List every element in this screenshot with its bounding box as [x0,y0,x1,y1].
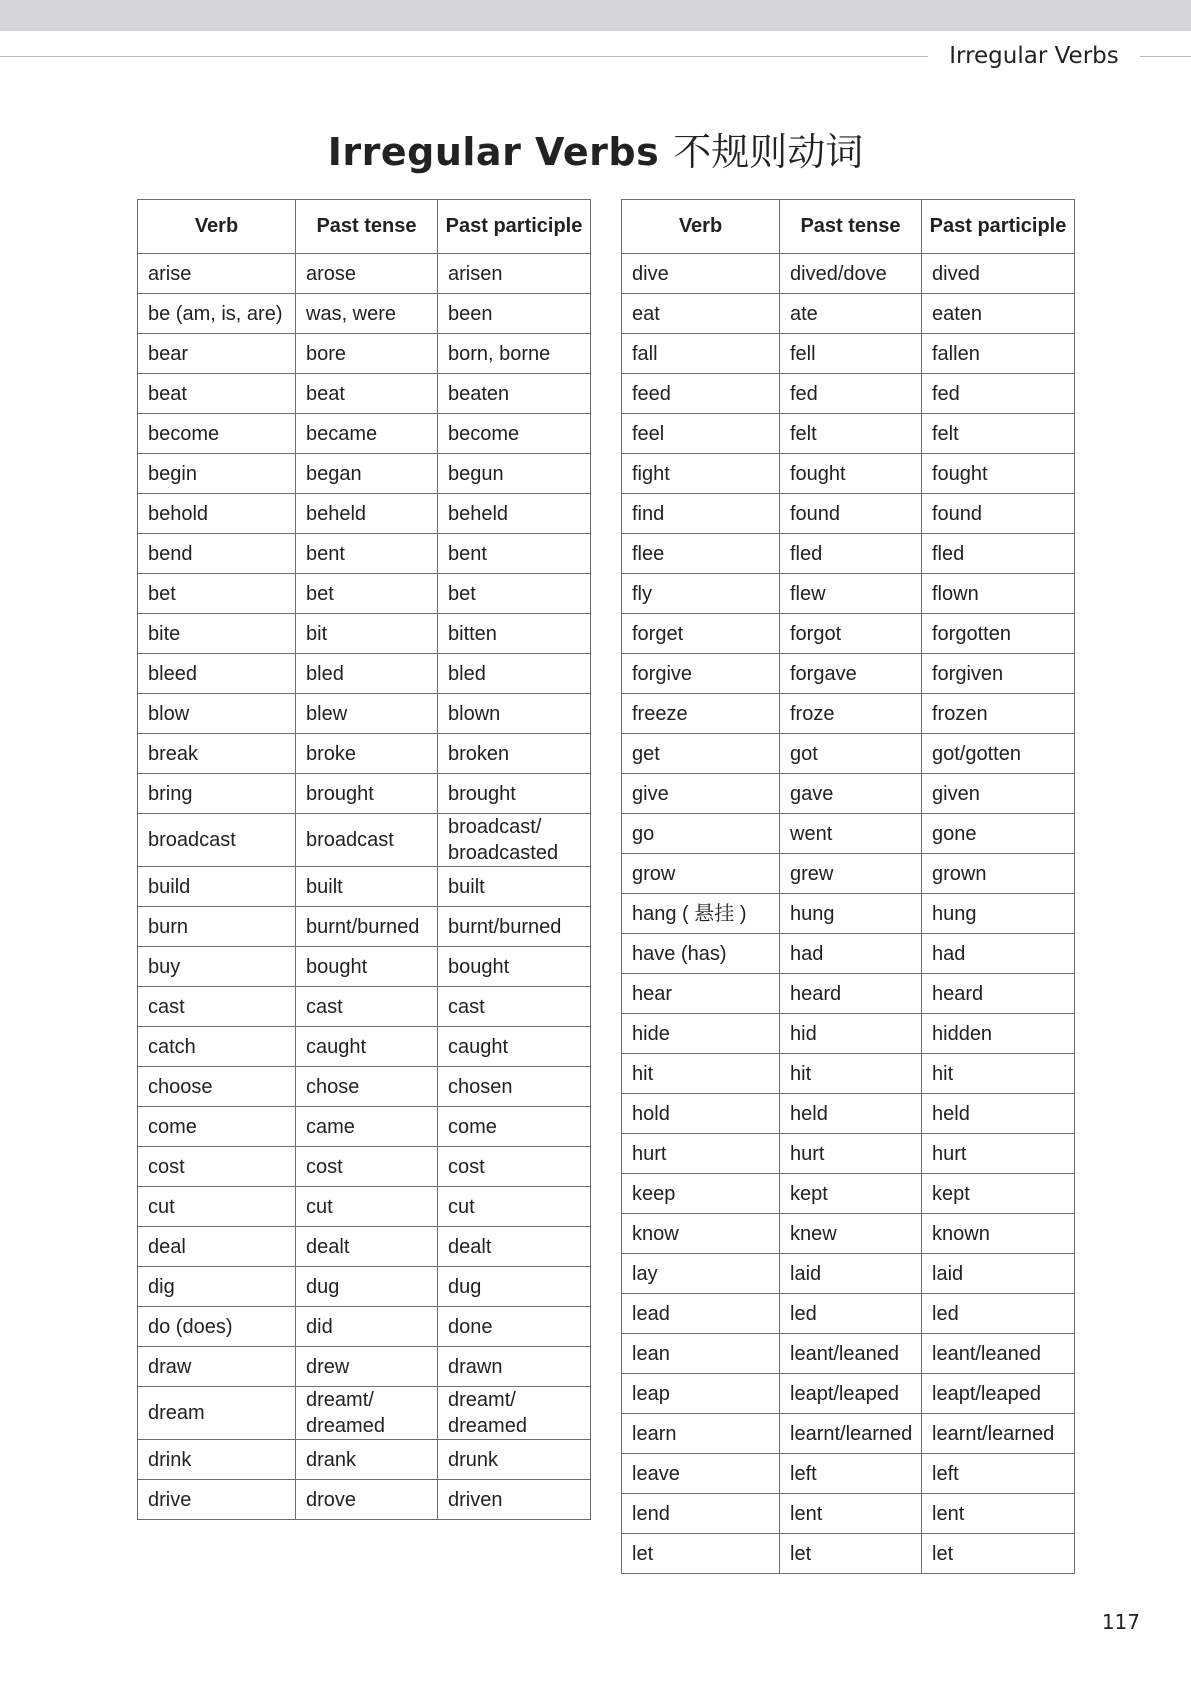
past-tense-cell: fought [780,454,922,494]
past-tense-cell: forgot [780,614,922,654]
past-participle-cell: fled [922,534,1075,574]
past-tense-cell: beat [296,374,438,414]
table-row [138,614,591,654]
verb-table-right [621,199,1075,1574]
verb-cell: become [138,414,296,454]
verb-cell: leave [622,1454,780,1494]
table-row [622,254,1075,294]
past-tense-cell: ate [780,294,922,334]
verb-cell: feed [622,374,780,414]
past-participle-cell: grown [922,854,1075,894]
past-participle-cell: chosen [438,1067,591,1107]
table-row [622,1214,1075,1254]
past-tense-cell: dug [296,1267,438,1307]
past-participle-cell: fed [922,374,1075,414]
top-band [0,0,1191,31]
past-tense-cell: beheld [296,494,438,534]
verb-cell: bear [138,334,296,374]
table-row [622,934,1075,974]
table-row [138,1027,591,1067]
verb-cell: bend [138,534,296,574]
past-tense-cell: came [296,1107,438,1147]
past-participle-cell: arisen [438,254,591,294]
table-header-row [138,200,591,254]
past-participle-cell: fallen [922,334,1075,374]
verb-cell: broadcast [138,814,296,867]
verb-cell: hide [622,1014,780,1054]
past-participle-cell: drawn [438,1347,591,1387]
verb-cell: break [138,734,296,774]
verb-cell: bite [138,614,296,654]
past-tense-cell: was, were [296,294,438,334]
verb-cell: fly [622,574,780,614]
past-tense-cell: held [780,1094,922,1134]
past-tense-cell: chose [296,1067,438,1107]
table-row [622,774,1075,814]
table-row [138,1347,591,1387]
verb-cell: behold [138,494,296,534]
header-rule [1140,56,1191,57]
verb-cell: choose [138,1067,296,1107]
past-participle-cell: come [438,1107,591,1147]
past-participle-cell: broken [438,734,591,774]
table-row [622,694,1075,734]
past-tense-cell: became [296,414,438,454]
past-participle-cell: hung [922,894,1075,934]
past-tense-cell: cost [296,1147,438,1187]
past-tense-cell: caught [296,1027,438,1067]
past-participle-cell: had [922,934,1075,974]
verb-cell: hold [622,1094,780,1134]
past-tense-cell: blew [296,694,438,734]
past-tense-cell: leapt/leaped [780,1374,922,1414]
table-row [622,734,1075,774]
past-tense-cell: hurt [780,1134,922,1174]
table-row [138,1227,591,1267]
past-participle-cell: beaten [438,374,591,414]
verb-cell: catch [138,1027,296,1067]
table-row [138,374,591,414]
table-row [138,1387,591,1440]
verb-cell: forget [622,614,780,654]
table-row [622,894,1075,934]
verb-cell: freeze [622,694,780,734]
column-header-verb: Verb [138,200,296,254]
past-tense-cell: bet [296,574,438,614]
past-participle-cell: bet [438,574,591,614]
table-row [622,1054,1075,1094]
table-row [622,614,1075,654]
past-tense-cell: lent [780,1494,922,1534]
table-row [138,1440,591,1480]
past-participle-cell: born, borne [438,334,591,374]
table-row [138,907,591,947]
table-row [622,1094,1075,1134]
table-row [138,947,591,987]
past-participle-cell: brought [438,774,591,814]
verb-cell: flee [622,534,780,574]
verb-cell: burn [138,907,296,947]
table-row [138,454,591,494]
page-title [0,122,1191,183]
verb-cell: bring [138,774,296,814]
verb-cell: hang ( 悬挂 ) [622,894,780,934]
past-tense-cell: found [780,494,922,534]
past-tense-cell: fled [780,534,922,574]
verb-cell: deal [138,1227,296,1267]
column-header-past-tense: Past tense [296,200,438,254]
table-row [622,1174,1075,1214]
past-participle-cell: heard [922,974,1075,1014]
verb-cell: dig [138,1267,296,1307]
verb-cell: lay [622,1254,780,1294]
past-participle-cell: caught [438,1027,591,1067]
verb-cell: forgive [622,654,780,694]
verb-cell: have (has) [622,934,780,974]
past-participle-cell: leapt/leaped [922,1374,1075,1414]
verb-cell: build [138,867,296,907]
past-participle-cell: burnt/burned [438,907,591,947]
past-participle-cell: felt [922,414,1075,454]
past-participle-cell: cost [438,1147,591,1187]
verb-table-left-body [138,254,591,1520]
page-title-english: Irregular Verbs [327,130,660,174]
past-participle-cell: bitten [438,614,591,654]
past-participle-cell: bent [438,534,591,574]
table-row [622,1014,1075,1054]
past-tense-cell: got [780,734,922,774]
table-row [138,1107,591,1147]
past-tense-cell: went [780,814,922,854]
verb-cell: cut [138,1187,296,1227]
past-participle-cell: forgotten [922,614,1075,654]
verb-table-left [137,199,591,1520]
past-participle-cell: eaten [922,294,1075,334]
past-tense-cell: laid [780,1254,922,1294]
verb-cell: hear [622,974,780,1014]
verb-cell: hit [622,1054,780,1094]
past-participle-cell: broadcast/ broadcasted [438,814,591,867]
past-participle-cell: dug [438,1267,591,1307]
past-tense-cell: built [296,867,438,907]
past-tense-cell: knew [780,1214,922,1254]
past-participle-cell: become [438,414,591,454]
past-participle-cell: leant/leaned [922,1334,1075,1374]
table-row [622,814,1075,854]
past-participle-cell: frozen [922,694,1075,734]
header-rule [0,56,928,57]
table-row [138,987,591,1027]
past-participle-cell: built [438,867,591,907]
verb-cell: be (am, is, are) [138,294,296,334]
verb-cell: leap [622,1374,780,1414]
table-row [138,414,591,454]
column-header-past-participle: Past participle [922,200,1075,254]
table-row [622,1374,1075,1414]
past-tense-cell: arose [296,254,438,294]
verb-cell: draw [138,1347,296,1387]
past-participle-cell: gone [922,814,1075,854]
past-tense-cell: leant/leaned [780,1334,922,1374]
past-participle-cell: dived [922,254,1075,294]
table-row [622,1454,1075,1494]
table-row [622,1134,1075,1174]
verb-cell: eat [622,294,780,334]
past-participle-cell: driven [438,1480,591,1520]
past-tense-cell: dealt [296,1227,438,1267]
past-tense-cell: froze [780,694,922,734]
verb-cell: cost [138,1147,296,1187]
past-participle-cell: flown [922,574,1075,614]
past-tense-cell: learnt/learned [780,1414,922,1454]
verb-cell: dream [138,1387,296,1440]
past-participle-cell: fought [922,454,1075,494]
table-header-row [622,200,1075,254]
past-tense-cell: dived/dove [780,254,922,294]
past-tense-cell: hit [780,1054,922,1094]
table-row [138,867,591,907]
verb-cell: go [622,814,780,854]
past-participle-cell: dealt [438,1227,591,1267]
past-participle-cell: done [438,1307,591,1347]
past-tense-cell: drew [296,1347,438,1387]
table-row [138,694,591,734]
table-row [138,254,591,294]
verb-table-right-body [622,254,1075,1574]
verb-cell: do (does) [138,1307,296,1347]
past-participle-cell: let [922,1534,1075,1574]
past-tense-cell: left [780,1454,922,1494]
table-row [622,334,1075,374]
past-tense-cell: burnt/burned [296,907,438,947]
past-participle-cell: forgiven [922,654,1075,694]
table-row [138,1307,591,1347]
past-tense-cell: brought [296,774,438,814]
past-participle-cell: laid [922,1254,1075,1294]
table-row [138,294,591,334]
table-row [622,534,1075,574]
table-row [622,854,1075,894]
verb-cell: cast [138,987,296,1027]
verb-cell: know [622,1214,780,1254]
past-participle-cell: kept [922,1174,1075,1214]
verb-cell: lend [622,1494,780,1534]
past-tense-cell: grew [780,854,922,894]
past-tense-cell: let [780,1534,922,1574]
past-participle-cell: known [922,1214,1075,1254]
table-row [138,494,591,534]
past-tense-cell: hid [780,1014,922,1054]
past-tense-cell: began [296,454,438,494]
verb-cell: bet [138,574,296,614]
table-row [622,654,1075,694]
verb-cell: arise [138,254,296,294]
past-tense-cell: bit [296,614,438,654]
past-participle-cell: got/gotten [922,734,1075,774]
table-row [622,374,1075,414]
table-row [622,1414,1075,1454]
past-participle-cell: found [922,494,1075,534]
verb-cell: fall [622,334,780,374]
table-row [622,1534,1075,1574]
verb-cell: feel [622,414,780,454]
past-tense-cell: drank [296,1440,438,1480]
past-tense-cell: bore [296,334,438,374]
past-participle-cell: left [922,1454,1075,1494]
past-tense-cell: dreamt/ dreamed [296,1387,438,1440]
verb-cell: hurt [622,1134,780,1174]
verb-cell: come [138,1107,296,1147]
table-row [138,1267,591,1307]
past-tense-cell: had [780,934,922,974]
verb-cell: begin [138,454,296,494]
past-participle-cell: dreamt/ dreamed [438,1387,591,1440]
past-participle-cell: beheld [438,494,591,534]
verb-cell: lean [622,1334,780,1374]
past-tense-cell: hung [780,894,922,934]
past-tense-cell: kept [780,1174,922,1214]
verb-cell: fight [622,454,780,494]
table-row [138,1480,591,1520]
verb-cell: beat [138,374,296,414]
running-head: Irregular Verbs [949,43,1119,69]
past-participle-cell: cut [438,1187,591,1227]
table-row [622,574,1075,614]
verb-cell: bleed [138,654,296,694]
past-participle-cell: bought [438,947,591,987]
verb-cell: keep [622,1174,780,1214]
past-tense-cell: fed [780,374,922,414]
table-row [138,654,591,694]
verb-cell: get [622,734,780,774]
past-tense-cell: gave [780,774,922,814]
past-tense-cell: forgave [780,654,922,694]
past-tense-cell: cast [296,987,438,1027]
table-row [138,534,591,574]
table-row [622,1494,1075,1534]
past-participle-cell: blown [438,694,591,734]
past-participle-cell: hidden [922,1014,1075,1054]
verb-cell: lead [622,1294,780,1334]
past-participle-cell: learnt/learned [922,1414,1075,1454]
table-row [138,334,591,374]
past-participle-cell: lent [922,1494,1075,1534]
table-row [622,1334,1075,1374]
table-row [138,774,591,814]
past-tense-cell: drove [296,1480,438,1520]
column-header-past-tense: Past tense [780,200,922,254]
table-row [138,1067,591,1107]
verb-cell: blow [138,694,296,734]
verb-cell: give [622,774,780,814]
past-tense-cell: felt [780,414,922,454]
table-row [138,734,591,774]
past-participle-cell: led [922,1294,1075,1334]
table-row [138,574,591,614]
verb-cell: grow [622,854,780,894]
table-row [622,974,1075,1014]
past-participle-cell: drunk [438,1440,591,1480]
table-row [622,294,1075,334]
table-row [138,1187,591,1227]
past-participle-cell: held [922,1094,1075,1134]
past-tense-cell: bought [296,947,438,987]
page-number: 117 [1101,1610,1140,1634]
past-tense-cell: bled [296,654,438,694]
past-participle-cell: begun [438,454,591,494]
past-participle-cell: given [922,774,1075,814]
verb-cell: find [622,494,780,534]
table-row [622,1294,1075,1334]
verb-cell: drink [138,1440,296,1480]
past-tense-cell: broke [296,734,438,774]
verb-cell: dive [622,254,780,294]
table-row [622,1254,1075,1294]
past-participle-cell: been [438,294,591,334]
table-row [138,814,591,867]
table-row [622,454,1075,494]
past-tense-cell: flew [780,574,922,614]
past-tense-cell: did [296,1307,438,1347]
past-tense-cell: led [780,1294,922,1334]
verb-cell: learn [622,1414,780,1454]
past-participle-cell: hit [922,1054,1075,1094]
page-title-chinese: 不规则动词 [673,130,864,174]
verb-cell: let [622,1534,780,1574]
verb-cell: drive [138,1480,296,1520]
past-tense-cell: bent [296,534,438,574]
column-header-past-participle: Past participle [438,200,591,254]
past-participle-cell: bled [438,654,591,694]
past-tense-cell: fell [780,334,922,374]
table-row [138,1147,591,1187]
column-header-verb: Verb [622,200,780,254]
past-participle-cell: cast [438,987,591,1027]
table-row [622,414,1075,454]
verb-cell: buy [138,947,296,987]
past-tense-cell: cut [296,1187,438,1227]
past-participle-cell: hurt [922,1134,1075,1174]
table-row [622,494,1075,534]
past-tense-cell: heard [780,974,922,1014]
past-tense-cell: broadcast [296,814,438,867]
